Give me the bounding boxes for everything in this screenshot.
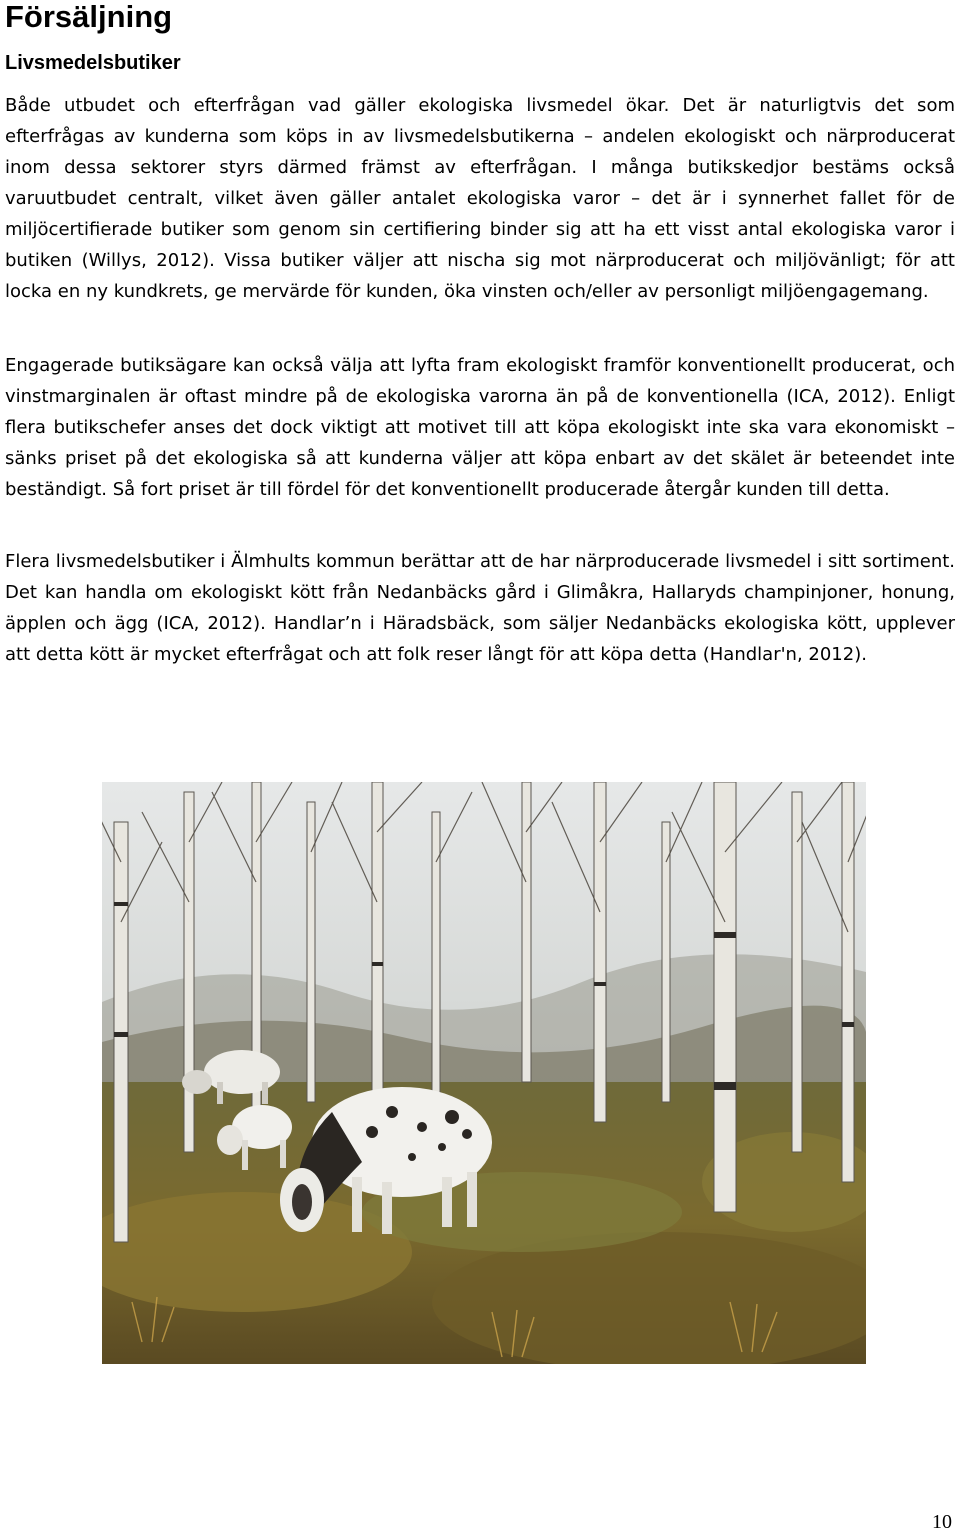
cattle-grazing-photo [102, 782, 866, 1364]
page-number: 10 [932, 1511, 952, 1533]
page-title: Försäljning [5, 0, 173, 34]
paragraph-1: Både utbudet och efterfrågan vad gäller ekologiska livsmedel ökar. Det är naturligtvis det som efterfrågas av kunderna som köps in av livsmedelsbutikerna – andelen ekologiskt och närproducerat inom dessa sektorer styrs därmed främst av efterfrågan. I många butikskedjor bestäms också varuutbudet centralt, vilket även gäller antalet ekologiska varor – det är i synnerhet fallet för de miljöcertifierade butiker som genom sin certifiering binder sig att ha ett visst antal ekologiska varor i butiken (Willys, 2012). Vissa butiker väljer att nischa sig mot närproducerat och miljövänligt; för att locka en ny kundkrets, ge mervärde för kunden, öka vinsten och/eller av personligt miljöengagemang. [5, 95, 955, 302]
section-heading: Livsmedelsbutiker [5, 52, 181, 74]
paragraph-3: Flera livsmedelsbutiker i Älmhults kommun berättar att de har närproducerade livsmedel i sitt sortiment. Det kan handla om ekologiskt kött från Nedanbäcks gård i Glimåkra, Hallaryds champinjoner, honung, äpplen och ägg (ICA, 2012). Handlar’n i Häradsbäck, som säljer Nedanbäcks ekologiska kött, upplever att detta kött är mycket efterfrågat och att folk reser långt för att köpa detta (Handlar'n, 2012). [5, 551, 955, 665]
paragraph-2: Engagerade butiksägare kan också välja att lyfta fram ekologiskt framför konventionellt producerat, och vinstmarginalen är oftast mindre på de ekologiska varorna än på de konventionella (ICA, 2012). Enligt flera butikschefer anses det dock viktigt att motivet till att köpa ekologiskt inte ska vara ekonomiskt – sänks priset på det ekologiska så att kunderna väljer att köpa enbart av det skälet är beteendet inte beständigt. Så fort priset är till fördel för det konventionellt producerade återgår kunden till detta. [5, 355, 955, 500]
